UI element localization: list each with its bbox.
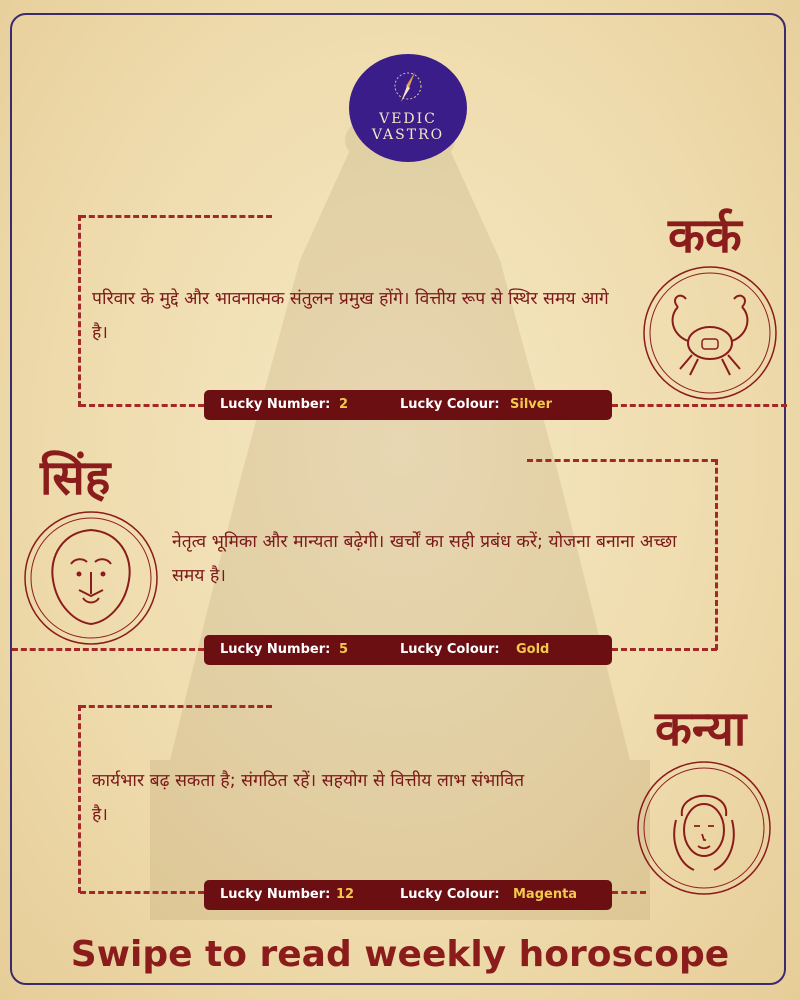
lucky-colour-value: Gold	[516, 642, 550, 657]
lucky-colour-label: Lucky Colour:	[400, 642, 500, 657]
dashed-line	[80, 891, 204, 894]
dashed-line	[78, 705, 81, 893]
sign-title-karka: कर्क	[668, 208, 742, 264]
lion-icon	[23, 510, 159, 646]
brand-line-2: VASTRO	[371, 127, 445, 143]
lucky-bar-kanya	[204, 880, 612, 910]
dashed-line	[12, 648, 204, 651]
dashed-line	[80, 404, 204, 407]
sign-text-kanya: कार्यभार बढ़ सकता है; संगठित रहें। सहयोग से वित्तीय लाभ संभावित है।	[92, 771, 525, 825]
lucky-number-label: Lucky Number:	[220, 642, 331, 657]
lucky-number-label: Lucky Number:	[220, 397, 331, 412]
lucky-colour-label: Lucky Colour:	[400, 887, 500, 902]
lucky-number-label: Lucky Number:	[220, 887, 331, 902]
dashed-line	[527, 459, 717, 462]
sign-title-kanya: कन्या	[655, 701, 747, 757]
lucky-number-value: 2	[339, 397, 349, 412]
compass-icon	[393, 66, 423, 112]
lucky-number-value: 12	[336, 887, 355, 902]
lucky-colour-value: Magenta	[513, 887, 578, 902]
sign-text-simha: नेतृत्व भूमिका और मान्यता बढ़ेगी। खर्चों का सही प्रबंध करें; योजना बनाना अच्छा समय है।	[172, 532, 677, 586]
sign-title-simha: सिंह	[40, 450, 111, 506]
dashed-line	[80, 705, 272, 708]
dashed-line	[715, 459, 718, 650]
swipe-prompt: Swipe to read weekly horoscope	[70, 934, 730, 975]
dashed-line	[78, 215, 81, 407]
virgo-maiden-icon	[636, 760, 772, 896]
dashed-line	[612, 648, 717, 651]
dashed-line	[612, 404, 787, 407]
crab-icon	[642, 265, 778, 401]
sign-text-karka: परिवार के मुद्दे और भावनात्मक संतुलन प्रमुख होंगे। वित्तीय रूप से स्थिर समय आगे है।	[92, 289, 609, 343]
lucky-bar-simha	[204, 635, 612, 665]
vedic-vastro-logo	[349, 54, 467, 162]
dashed-line	[80, 215, 272, 218]
brand-line-1: VEDIC	[379, 111, 437, 127]
lucky-colour-value: Silver	[510, 397, 552, 412]
lucky-bar-karka	[204, 390, 612, 420]
lucky-number-value: 5	[339, 642, 349, 657]
lucky-colour-label: Lucky Colour:	[400, 397, 500, 412]
